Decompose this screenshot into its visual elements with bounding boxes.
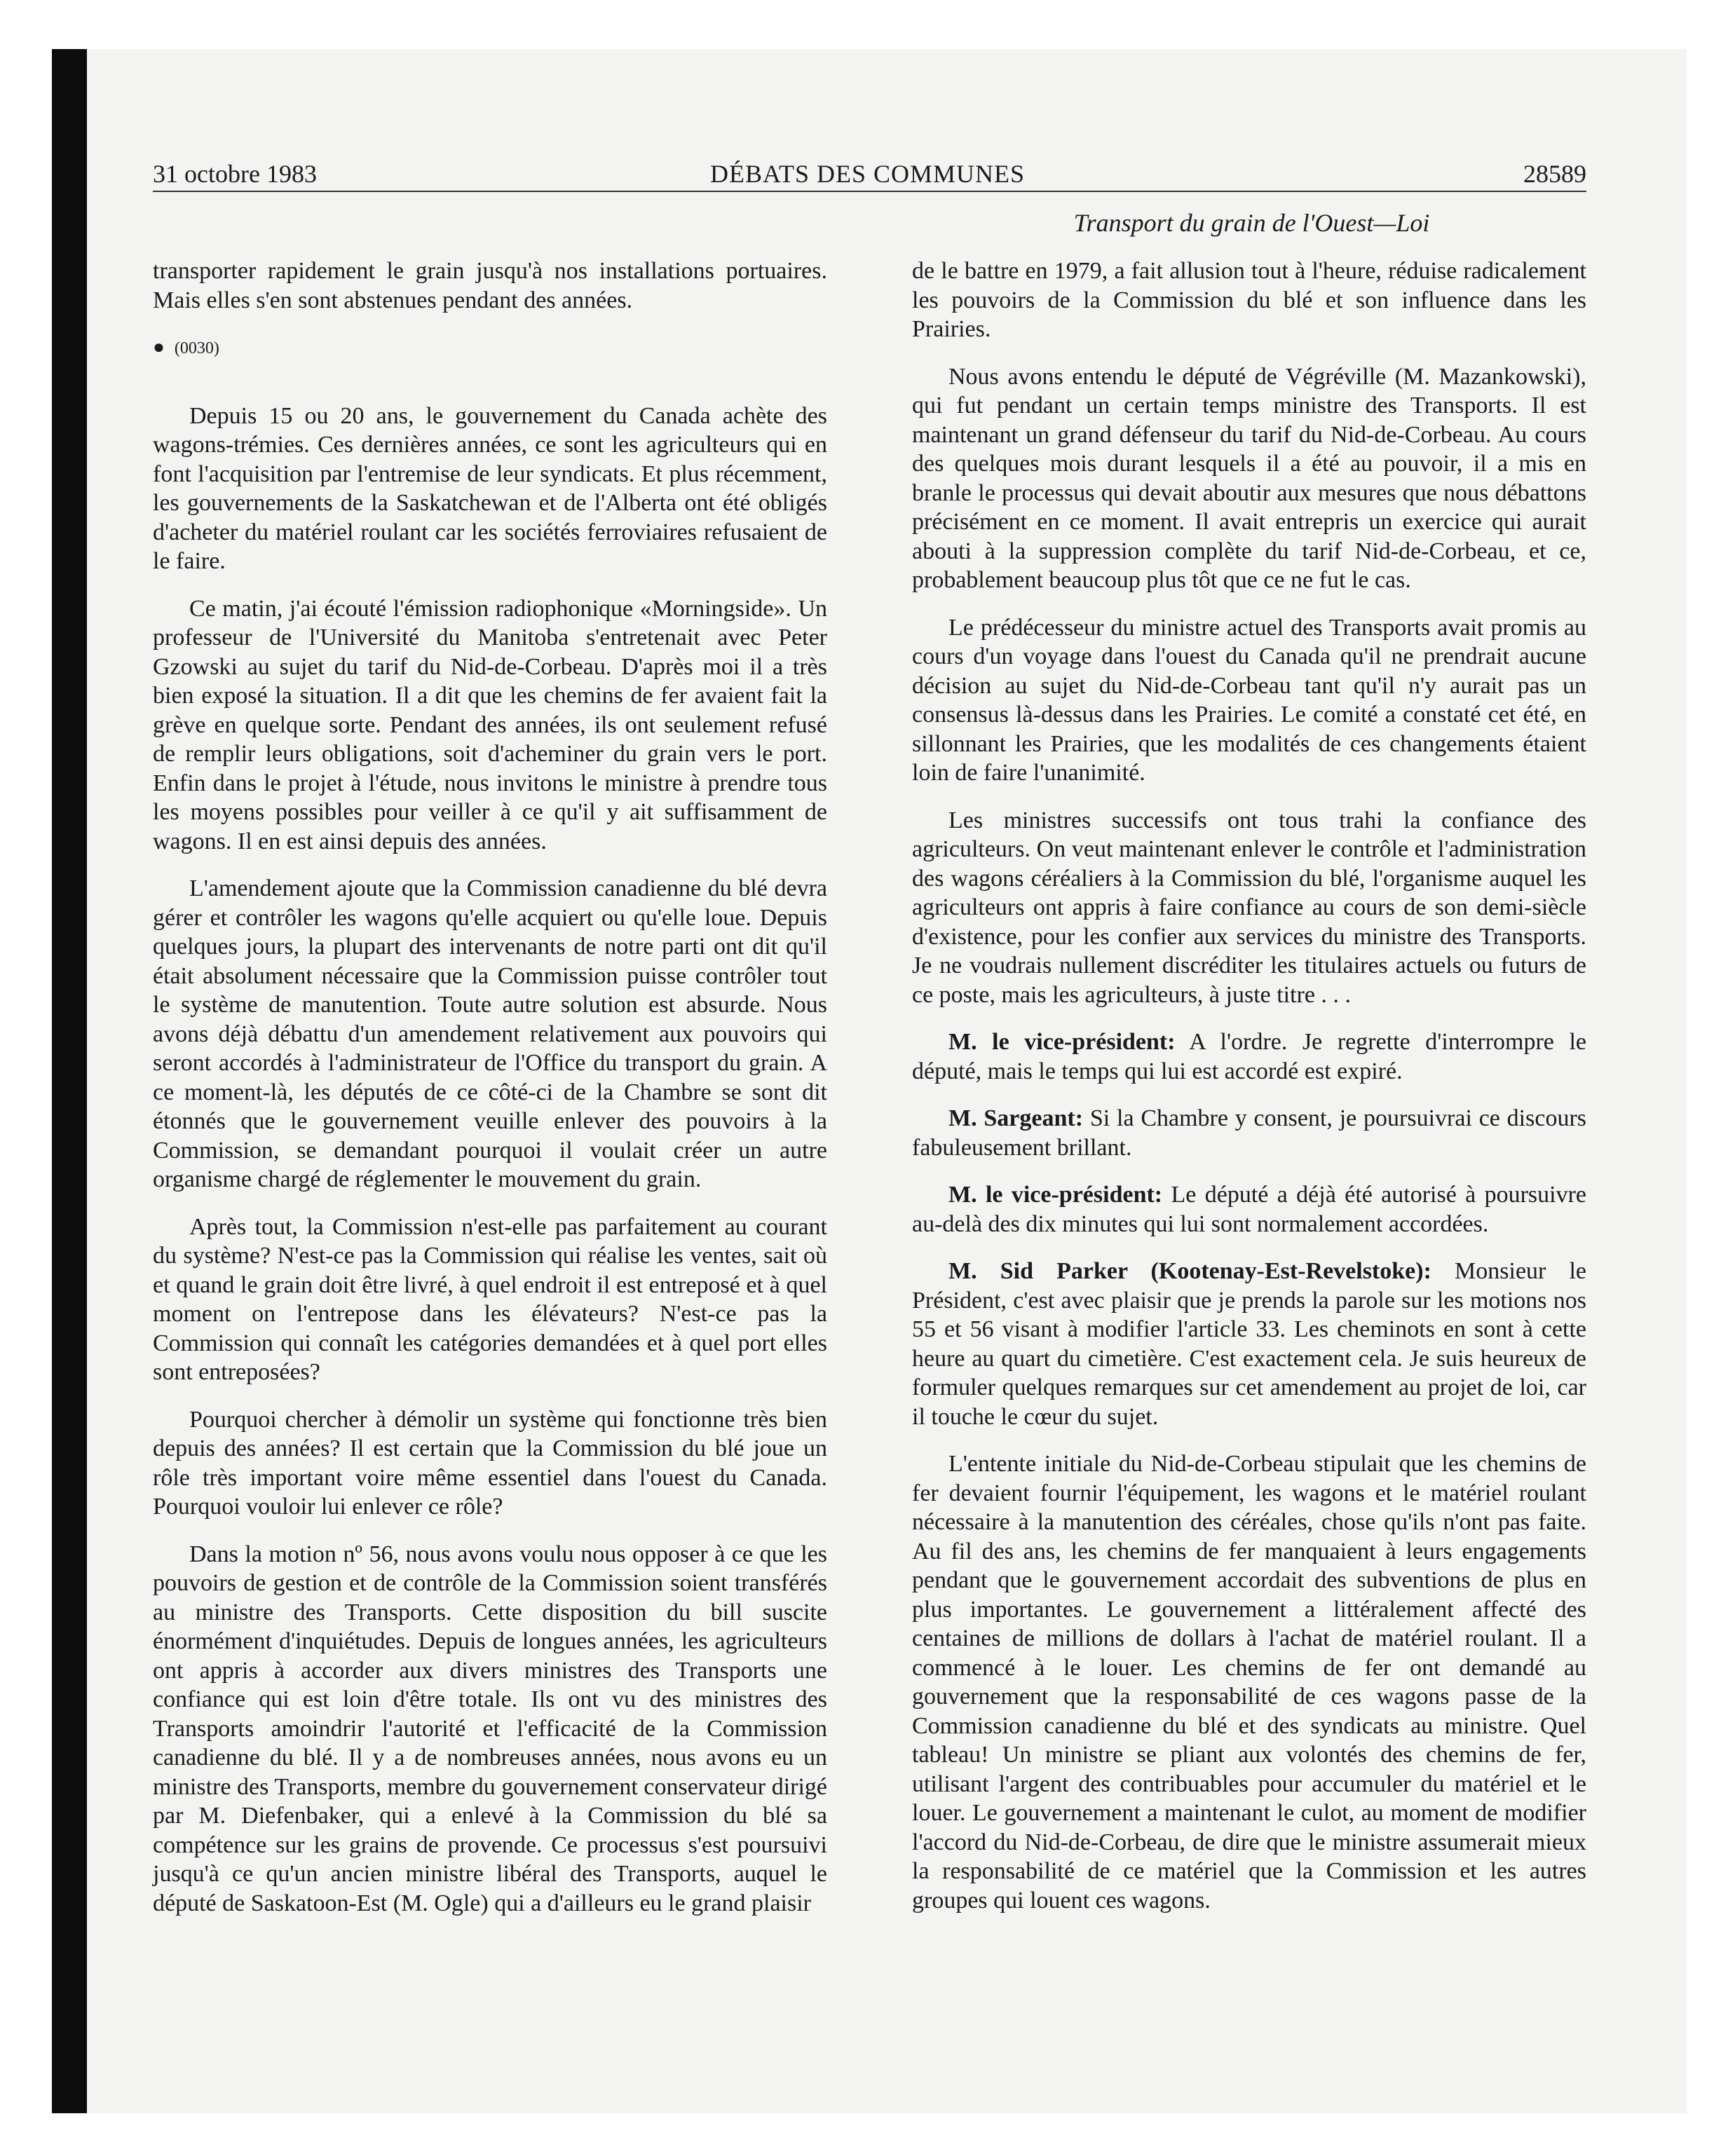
scan-edge <box>52 49 87 2113</box>
right-column <box>912 257 1586 2079</box>
paragraph: de le battre en 1979, a fait allusion tout à l'heure, réduise radicalement les pouvoirs de la Commission du blé et son influence dans les Prairies. <box>912 258 1586 342</box>
time-marker-label: (0030) <box>174 339 219 357</box>
paragraph: Après tout, la Commission n'est-elle pas parfaitement au courant du système? N'est-ce pas la Commission qui réalise les ventes, sait où et quand le grain doit être livré, à quel endroit il est entreposé et à quel moment on l'entrepose dans les élévateurs? N'est-ce pas la Commission qui connaît les catégories demandées et à quel port elles sont entreposées? <box>153 1213 827 1385</box>
header-page-number: 28589 <box>1523 160 1586 188</box>
paragraph: L'entente initiale du Nid-de-Corbeau stipulait que les chemins de fer devaient fournir l'équipement, les wagons et le matériel roulant nécessaire à la manutention des céréales, chose qu'ils n'ont pas faite. Au fil des ans, les chemins de fer manquaient à leurs engagements pendant que le gouvernement accordait des subventions de plus en plus importantes. Le gouvernement a littéralement affecté des centaines de millions de dollars à l'achat de matériel roulant. Il a commencé à le louer. Les chemins de fer ont demandé au gouvernement que la responsabilité de ces wagons passe de la Commission canadienne du blé et des syndicats au ministre. Quel tableau! Un ministre se pliant aux volontés des chemins de fer, utilisant l'argent des contribuables pour accumuler du matériel et le louer. Le gouvernement a maintenant le culot, au moment de modifier l'accord du Nid-de-Corbeau, de dire que le ministre assumerait mieux la responsabilité de ce matériel que la Commission et les autres groupes qui louent ces wagons. <box>912 1451 1586 1913</box>
speech <box>912 1028 1586 1086</box>
header-date: 31 octobre 1983 <box>153 160 317 188</box>
speech <box>912 1257 1586 1431</box>
paragraph: Les ministres successifs ont tous trahi la confiance des agriculteurs. On veut maintenant enlever le contrôle et l'administration des wagons céréaliers à la Commission du blé, l'organisme auquel les agriculteurs ont appris à faire confiance au cours de son demi-siècle d'existence, pour les confier aux services du ministre des Transports. Je ne voudrais nullement discréditer les titulaires actuels ou futurs de ce poste, mais les agriculteurs, à juste titre . . . <box>912 807 1586 1008</box>
bullet-icon: ● <box>153 336 165 358</box>
paragraph: Depuis 15 ou 20 ans, le gouvernement du Canada achète des wagons-trémies. Ces dernières années, ce sont les agriculteurs qui en font l'acquisition par l'entremise de leur syndicats. Et plus récemment, les gouvernements de la Saskatchewan et de l'Alberta ont été obligés d'acheter du matériel roulant car les sociétés ferroviaires refusaient de le faire. <box>153 402 827 574</box>
speech-text: Le député a déjà été autorisé à poursuivre au-delà des dix minutes qui lui sont normalement accordées. <box>912 1182 1587 1237</box>
speaker-name: M. Sargeant: <box>948 1105 1084 1131</box>
paragraph: Pourquoi chercher à démolir un système qui fonctionne très bien depuis des années? Il est certain que la Commission du blé joue un rôle très important voire même essentiel dans l'ouest du Canada. Pourquoi vouloir lui enlever ce rôle? <box>153 1406 827 1520</box>
speech <box>912 1104 1586 1162</box>
speaker-name: M. Sid Parker (Kootenay-Est-Revelstoke): <box>948 1258 1431 1284</box>
speaker-name: M. le vice-président: <box>948 1182 1163 1208</box>
speech-text: Si la Chambre y consent, je poursuivrai ce discours fabuleusement brillant. <box>912 1105 1586 1161</box>
section-title: Transport du grain de l'Ouest—Loi <box>1073 209 1430 237</box>
paragraph: L'amendement ajoute que la Commission canadienne du blé devra gérer et contrôler les wagons qu'elle acquiert ou qu'elle loue. Depuis quelques jours, la plupart des intervenants de notre parti ont dit qu'il était absolument nécessaire que la Commission puisse contrôler tout le système de manutention. Toute autre solution est absurde. Nous avons déjà débattu d'un amendement relativement aux pouvoirs qui seront accordés à l'administrateur de l'Office du transport du grain. A ce moment-là, les députés de ce côté-ci de la Chambre se sont dit étonnés que le gouvernement veuille enlever des pouvoirs à la Commission, se demandant pourquoi il voulait créer un autre organisme chargé de réglementer le mouvement du grain. <box>153 875 827 1192</box>
paragraph: Le prédécesseur du ministre actuel des Transports avait promis au cours d'un voyage dans l'ouest du Canada qu'il ne prendrait aucune décision au sujet du Nid-de-Corbeau tant qu'il n'y aurait pas un consensus là-dessus dans les Prairies. Le comité a constaté cet été, en sillonnant les Prairies, que les modalités de ces changements étaient loin de faire l'unanimité. <box>912 614 1586 786</box>
header-journal-title: DÉBATS DES COMMUNES <box>709 160 1026 188</box>
left-column <box>153 257 827 2079</box>
paragraph: Dans la motion nº 56, nous avons voulu nous opposer à ce que les pouvoirs de gestion et de contrôle de la Commission soient transférés au ministre des Transports. Cette disposition du bill suscite énormément d'inquiétudes. Depuis de longues années, les agriculteurs ont appris à accorder aux divers ministres des Transports une confiance qui est loin d'être totale. Ils ont vu des ministres des Transports amoindrir l'autorité et l'efficacité de la Commission canadienne du blé. Il y a de nombreuses années, nous avons eu un ministre des Transports, membre du gouvernement conservateur dirigé par M. Diefenbaker, qui a enlevé à la Commission du blé sa compétence sur les grains de provende. Ce processus s'est poursuivi jusqu'à ce qu'un ancien ministre libéral des Transports, auquel le député de Saskatoon-Est (M. Ogle) qui a d'ailleurs eu le grand plaisir <box>153 1541 827 1916</box>
speech <box>912 1180 1586 1239</box>
header-rule <box>153 191 1586 192</box>
speech-text: A l'ordre. Je regrette d'interrompre le député, mais le temps qui lui est accordé est expiré. <box>912 1029 1586 1084</box>
time-marker <box>153 333 827 364</box>
paragraph: Ce matin, j'ai écouté l'émission radiophonique «Morningside». Un professeur de l'Université du Manitoba s'entretenait avec Peter Gzowski au sujet du tarif du Nid-de-Corbeau. D'après moi il a très bien exposé la situation. Il a dit que les chemins de fer avaient fait la grève en quelque sorte. Pendant des années, ils ont seulement refusé de remplir leurs obligations, soit d'acheminer du grain vers le port. Enfin dans le projet à l'étude, nous invitons le ministre à prendre tous les moyens possibles pour veiller à ce qu'il y ait suffisamment de wagons. Il en est ainsi depuis des années. <box>153 595 827 854</box>
paragraph: transporter rapidement le grain jusqu'à nos installations portuaires. Mais elles s'en sont abstenues pendant des années. <box>153 258 827 313</box>
paragraph: Nous avons entendu le député de Végréville (M. Mazankowski), qui fut pendant un certain temps ministre des Transports. Il est maintenant un grand défenseur du tarif du Nid-de-Corbeau. Au cours des quelques mois durant lesquels il a été au pouvoir, il a mis en branle le processus qui devait aboutir aux mesures que nous débattons précisément en ce moment. Il avait entrepris un exercice qui aurait abouti à la suppression complète du tarif Nid-de-Corbeau, et ce, probablement beaucoup plus tôt que ce ne fut le cas. <box>912 363 1586 593</box>
speech-text: Monsieur le Président, c'est avec plaisir que je prends la parole sur les motions nos 55 et 56 visant à modifier l'article 33. Les cheminots en sont à cette heure au quart du cimetière. C'est exactement cela. Je suis heureux de formuler quelques remarques sur cet amendement au projet de loi, car il touche le cœur du sujet. <box>912 1258 1587 1430</box>
speaker-name: M. le vice-président: <box>948 1029 1176 1055</box>
